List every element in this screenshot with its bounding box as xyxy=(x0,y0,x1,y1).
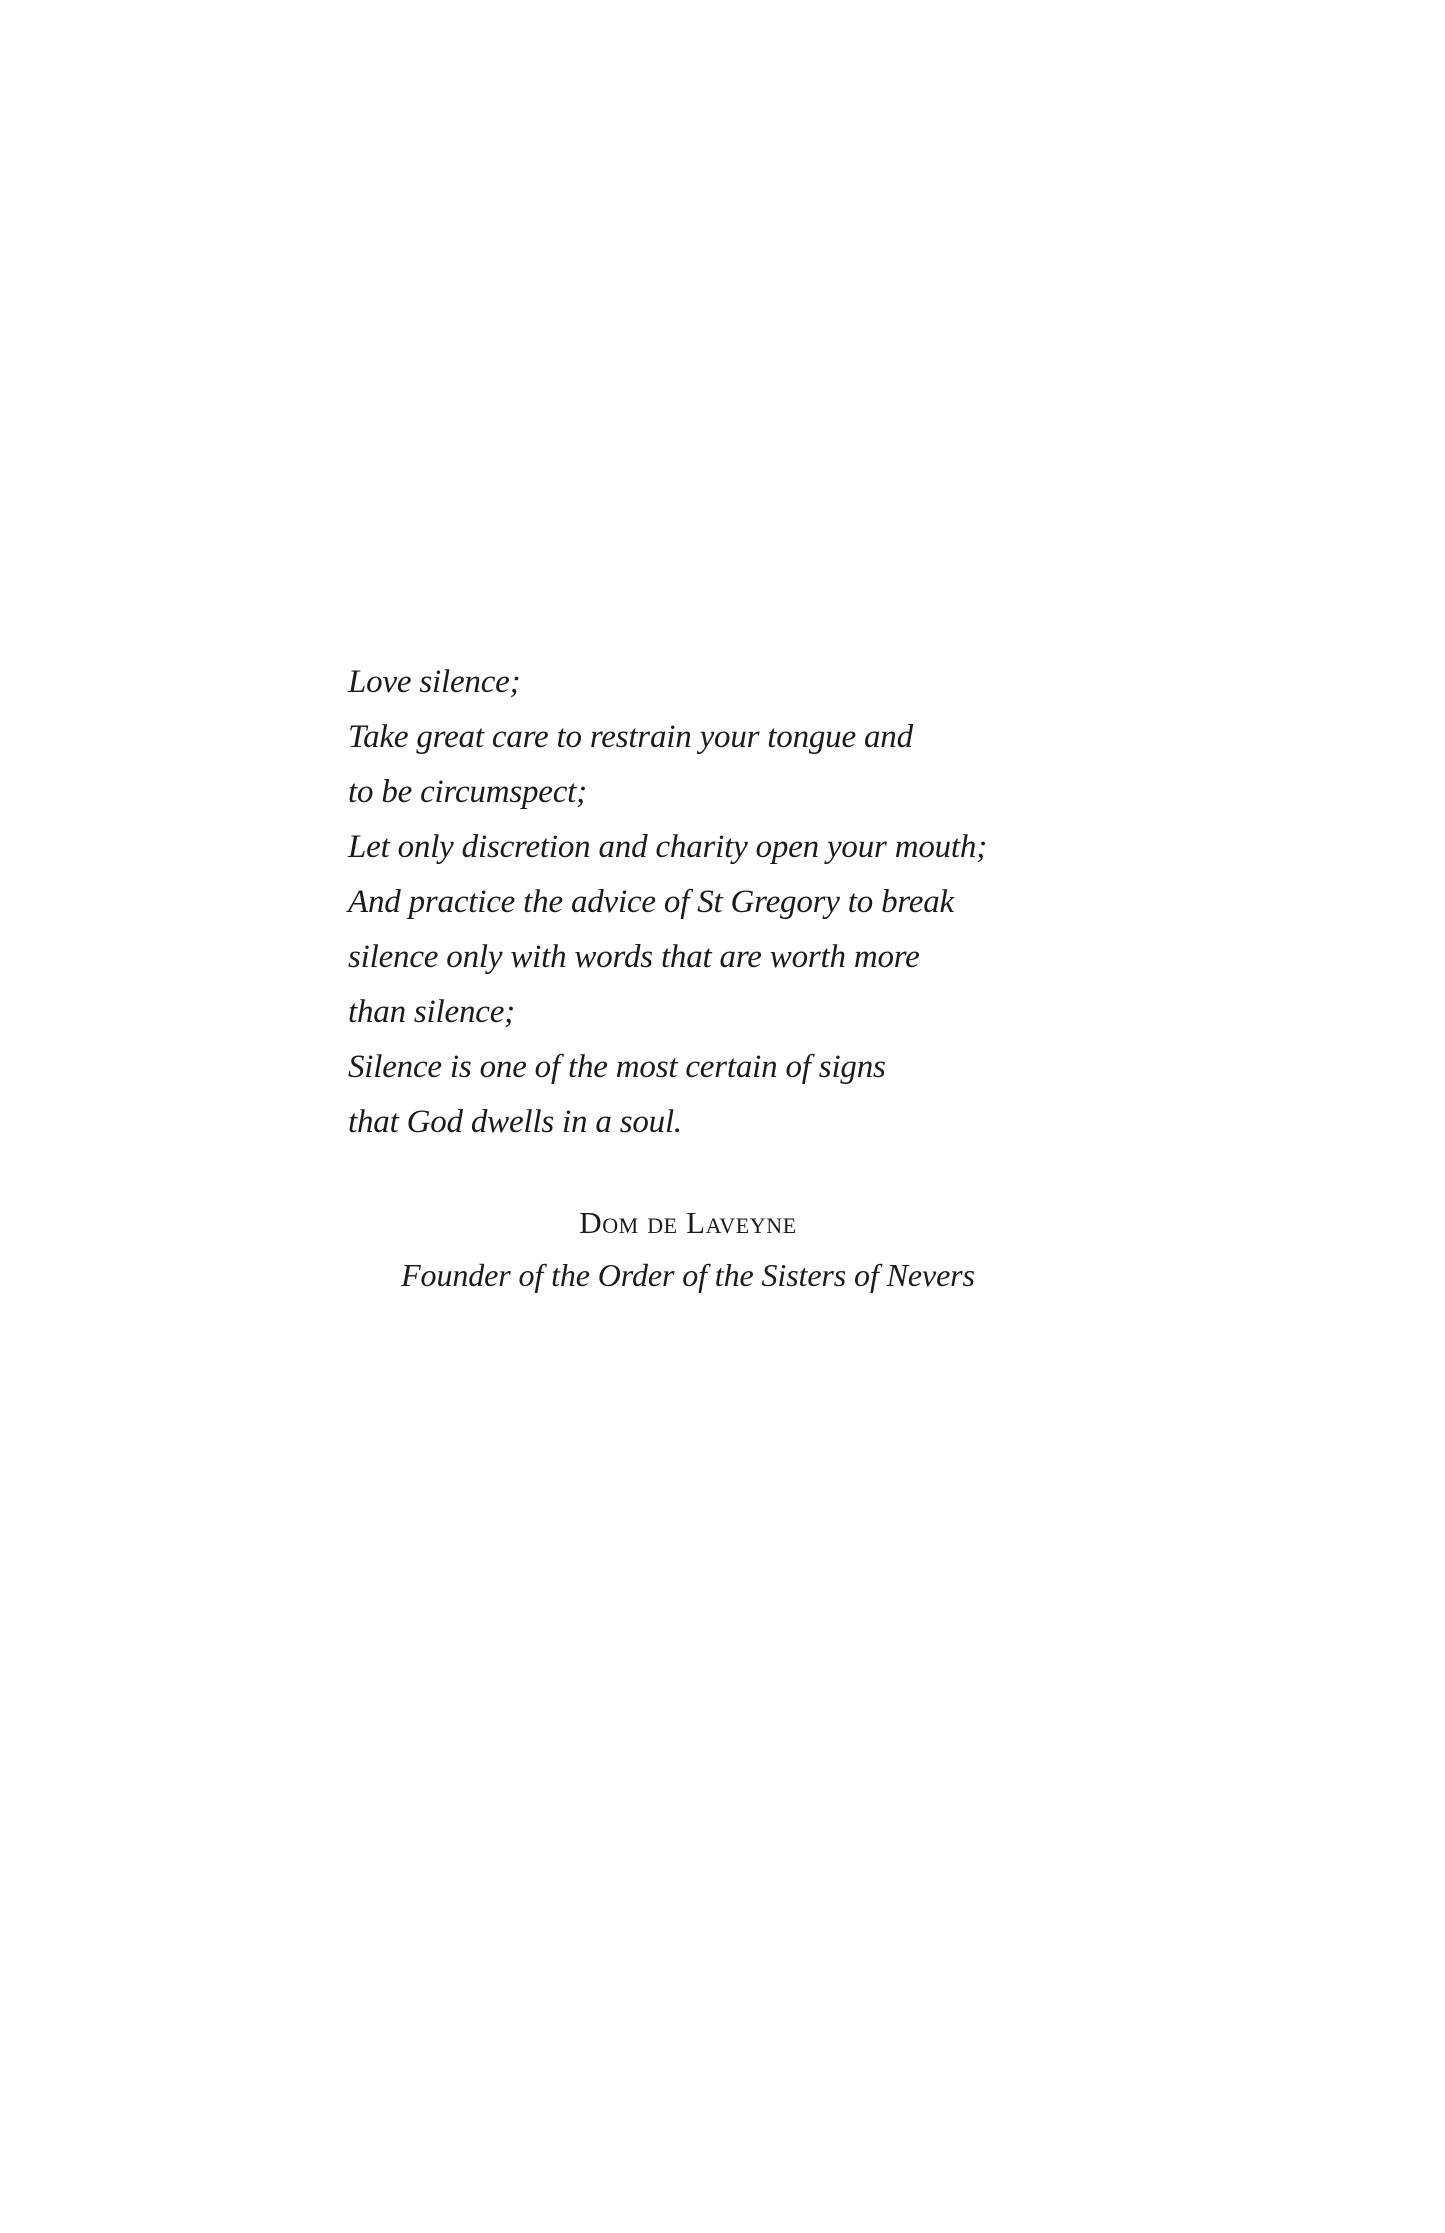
epigraph-quote xyxy=(348,655,1068,1150)
attribution-author-name: Dom de Laveyne xyxy=(579,1205,797,1240)
quote-line: silence only with words that are worth more xyxy=(348,939,920,975)
quote-line: than silence; xyxy=(348,994,515,1030)
attribution-block xyxy=(348,1197,1028,1301)
quote-line: to be circumspect; xyxy=(348,774,587,810)
quote-line: Love silence; xyxy=(348,664,521,700)
quote-line: Let only discretion and charity open your mouth; xyxy=(348,829,987,865)
attribution-author-role: Founder of the Order of the Sisters of Nevers xyxy=(401,1257,975,1293)
quote-line: Silence is one of the most certain of signs xyxy=(348,1049,886,1085)
quote-line: that God dwells in a soul. xyxy=(348,1104,682,1140)
quote-line: Take great care to restrain your tongue and xyxy=(348,719,913,755)
quote-line: And practice the advice of St Gregory to break xyxy=(348,884,955,920)
